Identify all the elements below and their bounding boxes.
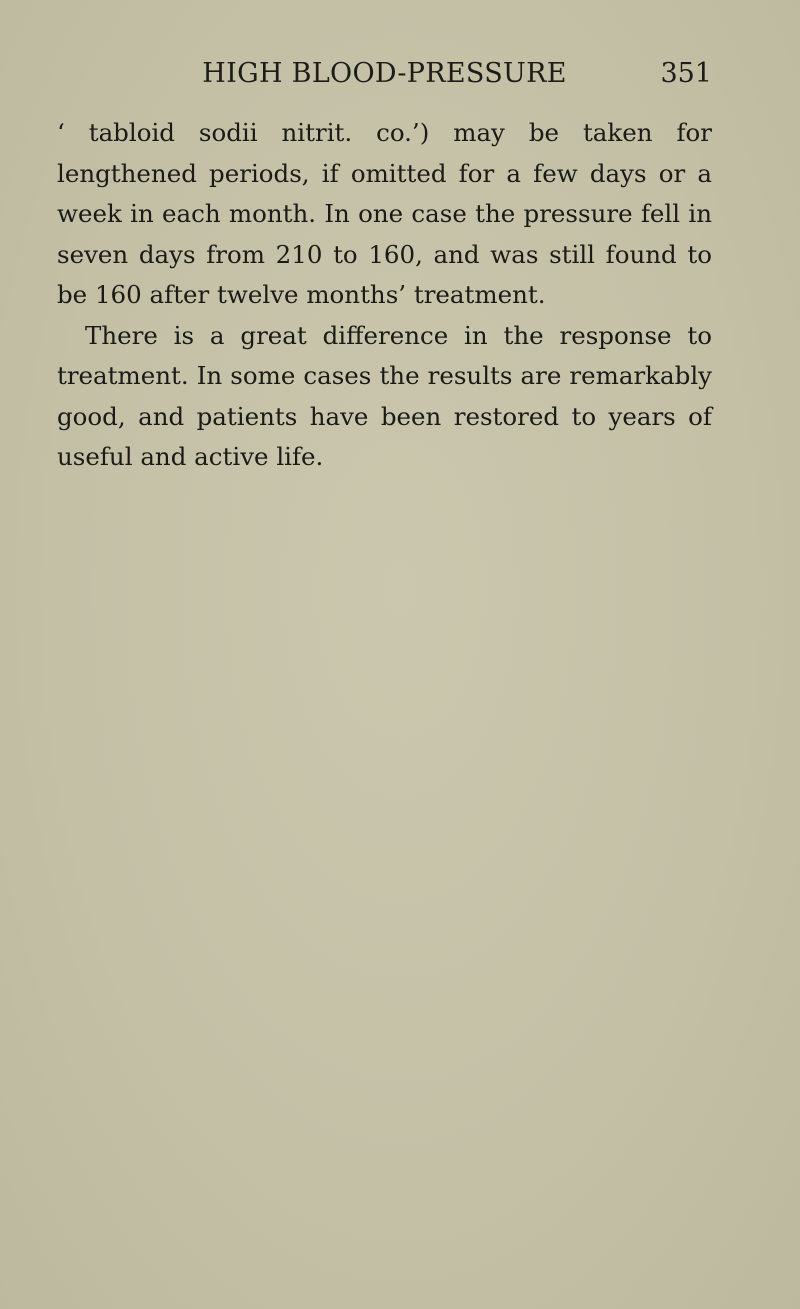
page-number: 351 xyxy=(660,58,712,89)
running-title: HIGH BLOOD-PRESSURE xyxy=(202,58,567,89)
paragraph: There is a great difference in the response to treatment. In some cases the results are remarkably good, and patients have been restored to years of useful and active life. xyxy=(57,320,712,471)
running-head xyxy=(57,58,712,98)
paragraph: ‘ tabloid sodii nitrit. co.’) may be taken for lengthened periods, if omitted for a few days or a week in each month. In one case the pressure fell in seven days from 210 to 160, and was still found to be 160 after twelve months’ treatment. xyxy=(57,118,712,309)
body-text xyxy=(57,113,712,478)
